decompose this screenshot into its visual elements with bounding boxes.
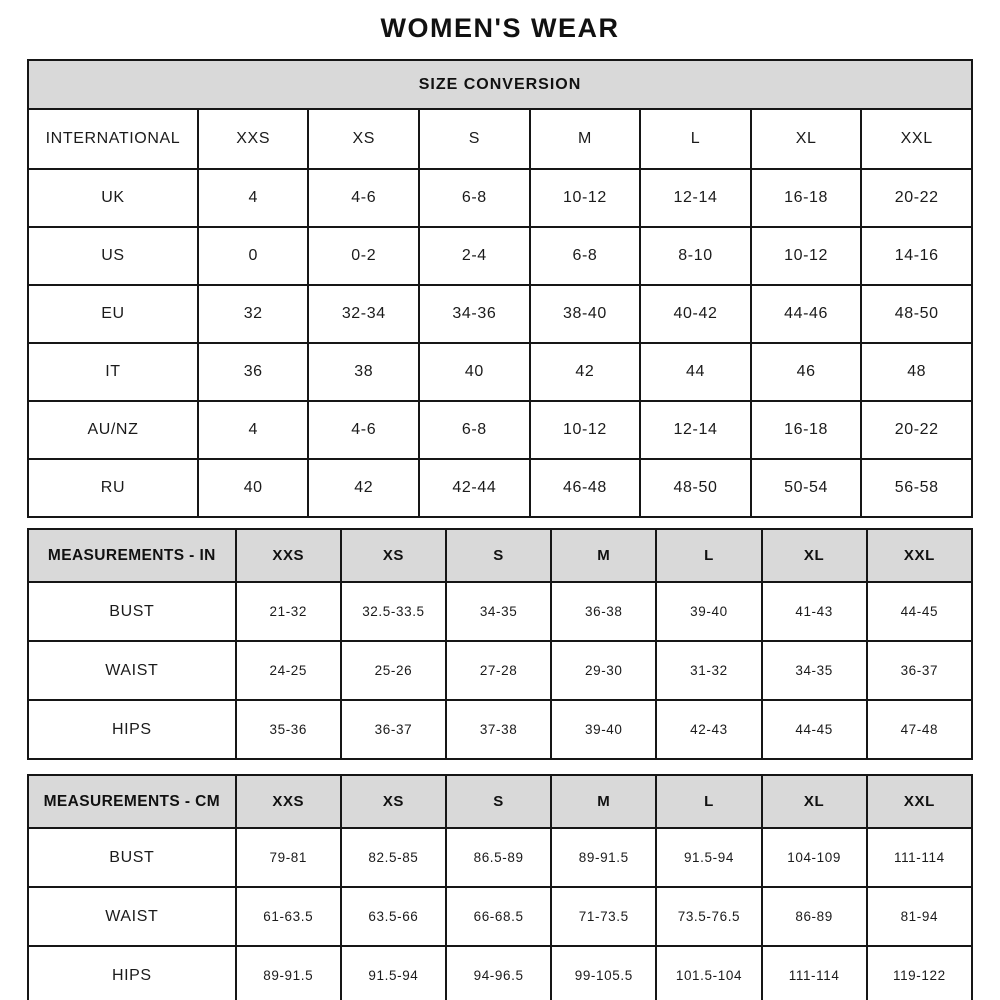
measurements-cm-table	[27, 774, 973, 1000]
table-cell: 29-30	[551, 641, 656, 700]
table-cell: 40-42	[640, 285, 751, 343]
table-cell: 14-16	[861, 227, 972, 285]
table-cell: 48-50	[640, 459, 751, 517]
row-label-eu: EU	[28, 285, 198, 343]
table-cell: 42-43	[656, 700, 761, 759]
table-cell: 35-36	[236, 700, 341, 759]
table-cell: 34-35	[446, 582, 551, 641]
table-cell: 42	[530, 343, 641, 401]
row-label-ru: RU	[28, 459, 198, 517]
table-cell: 6-8	[530, 227, 641, 285]
table-cell: 48-50	[861, 285, 972, 343]
table-cell: 104-109	[762, 828, 867, 887]
row-label-uk: UK	[28, 169, 198, 227]
table-cell: 2-4	[419, 227, 530, 285]
table-cell: 44	[640, 343, 751, 401]
column-header-xl: XL	[762, 529, 867, 582]
column-header-m: M	[530, 109, 641, 169]
table-cell: 44-45	[867, 582, 972, 641]
table-cell: 38-40	[530, 285, 641, 343]
column-header-xs: XS	[341, 775, 446, 828]
table-cell: 56-58	[861, 459, 972, 517]
table-cell: 66-68.5	[446, 887, 551, 946]
table-cell: 36-37	[867, 641, 972, 700]
table-cell: 89-91.5	[551, 828, 656, 887]
column-header-s: S	[446, 529, 551, 582]
column-header-row	[28, 109, 972, 169]
table-cell: 37-38	[446, 700, 551, 759]
table-cell: 48	[861, 343, 972, 401]
row-label-waist: WAIST	[28, 887, 236, 946]
table-row-hips-cm	[28, 946, 972, 1000]
column-header-l: L	[656, 775, 761, 828]
table-cell: 39-40	[551, 700, 656, 759]
table-cell: 36-37	[341, 700, 446, 759]
table-cell: 4	[198, 401, 309, 459]
table-header-row	[28, 60, 972, 109]
table-row-uk	[28, 169, 972, 227]
table-cell: 12-14	[640, 169, 751, 227]
row-label-bust: BUST	[28, 828, 236, 887]
table-cell: 16-18	[751, 401, 862, 459]
table-cell: 39-40	[656, 582, 761, 641]
table-cell: 16-18	[751, 169, 862, 227]
table-cell: 32-34	[308, 285, 419, 343]
table-row-us	[28, 227, 972, 285]
column-header-row	[28, 775, 972, 828]
table-cell: 73.5-76.5	[656, 887, 761, 946]
column-header-xxl: XXL	[861, 109, 972, 169]
column-header-s: S	[419, 109, 530, 169]
table-row-it	[28, 343, 972, 401]
column-header-xxl: XXL	[867, 775, 972, 828]
table-cell: 40	[419, 343, 530, 401]
column-header-m: M	[551, 775, 656, 828]
table-cell: 4-6	[308, 401, 419, 459]
table-cell: 8-10	[640, 227, 751, 285]
table-cell: 10-12	[530, 169, 641, 227]
table-cell: 71-73.5	[551, 887, 656, 946]
table-cell: 61-63.5	[236, 887, 341, 946]
table-cell: 27-28	[446, 641, 551, 700]
table-cell: 50-54	[751, 459, 862, 517]
table-cell: 4	[198, 169, 309, 227]
column-header-xl: XL	[751, 109, 862, 169]
table-cell: 24-25	[236, 641, 341, 700]
measurements-in-table	[27, 528, 973, 760]
table-cell: 79-81	[236, 828, 341, 887]
table-cell: 41-43	[762, 582, 867, 641]
table-cell: 91.5-94	[656, 828, 761, 887]
table-cell: 32	[198, 285, 309, 343]
table-cell: 46-48	[530, 459, 641, 517]
row-label-hips: HIPS	[28, 700, 236, 759]
table-cell: 47-48	[867, 700, 972, 759]
table-row-waist-cm	[28, 887, 972, 946]
column-header-m: M	[551, 529, 656, 582]
table-row-aunz	[28, 401, 972, 459]
row-label-aunz: AU/NZ	[28, 401, 198, 459]
table-row-ru	[28, 459, 972, 517]
table-cell: 86-89	[762, 887, 867, 946]
column-header-xxl: XXL	[867, 529, 972, 582]
table-cell: 91.5-94	[341, 946, 446, 1000]
table-cell: 34-35	[762, 641, 867, 700]
column-header-l: L	[640, 109, 751, 169]
table-cell: 34-36	[419, 285, 530, 343]
table-cell: 46	[751, 343, 862, 401]
table-cell: 32.5-33.5	[341, 582, 446, 641]
table-cell: 42	[308, 459, 419, 517]
table-cell: 10-12	[751, 227, 862, 285]
table-cell: 12-14	[640, 401, 751, 459]
table-cell: 38	[308, 343, 419, 401]
row-label-hips: HIPS	[28, 946, 236, 1000]
table-cell: 81-94	[867, 887, 972, 946]
measurements-in-header: MEASUREMENTS - IN	[28, 529, 236, 582]
table-cell: 42-44	[419, 459, 530, 517]
table-row-hips-in	[28, 700, 972, 759]
table-row-waist-in	[28, 641, 972, 700]
table-cell: 111-114	[867, 828, 972, 887]
table-cell: 4-6	[308, 169, 419, 227]
table-cell: 0-2	[308, 227, 419, 285]
table-cell: 20-22	[861, 401, 972, 459]
row-label-it: IT	[28, 343, 198, 401]
table-cell: 101.5-104	[656, 946, 761, 1000]
table-cell: 63.5-66	[341, 887, 446, 946]
row-label-bust: BUST	[28, 582, 236, 641]
column-header-row	[28, 529, 972, 582]
table-cell: 86.5-89	[446, 828, 551, 887]
column-header-xs: XS	[341, 529, 446, 582]
table-cell: 36	[198, 343, 309, 401]
table-cell: 36-38	[551, 582, 656, 641]
table-cell: 10-12	[530, 401, 641, 459]
table-cell: 89-91.5	[236, 946, 341, 1000]
size-conversion-header: SIZE CONVERSION	[28, 60, 972, 109]
table-cell: 40	[198, 459, 309, 517]
table-cell: 31-32	[656, 641, 761, 700]
column-header-l: L	[656, 529, 761, 582]
size-conversion-table	[27, 59, 973, 518]
table-cell: 82.5-85	[341, 828, 446, 887]
table-cell: 44-46	[751, 285, 862, 343]
table-cell: 119-122	[867, 946, 972, 1000]
column-header-xxs: XXS	[198, 109, 309, 169]
table-cell: 94-96.5	[446, 946, 551, 1000]
table-cell: 111-114	[762, 946, 867, 1000]
column-header-xxs: XXS	[236, 529, 341, 582]
table-cell: 44-45	[762, 700, 867, 759]
column-header-xs: XS	[308, 109, 419, 169]
table-row-bust-in	[28, 582, 972, 641]
column-header-international: INTERNATIONAL	[28, 109, 198, 169]
column-header-xl: XL	[762, 775, 867, 828]
page-title: WOMEN'S WEAR	[380, 13, 620, 43]
column-header-s: S	[446, 775, 551, 828]
table-cell: 6-8	[419, 401, 530, 459]
table-row-bust-cm	[28, 828, 972, 887]
table-cell: 25-26	[341, 641, 446, 700]
table-cell: 99-105.5	[551, 946, 656, 1000]
table-cell: 20-22	[861, 169, 972, 227]
row-label-us: US	[28, 227, 198, 285]
column-header-xxs: XXS	[236, 775, 341, 828]
table-cell: 0	[198, 227, 309, 285]
row-label-waist: WAIST	[28, 641, 236, 700]
measurements-cm-header: MEASUREMENTS - CM	[28, 775, 236, 828]
table-row-eu	[28, 285, 972, 343]
table-cell: 6-8	[419, 169, 530, 227]
table-cell: 21-32	[236, 582, 341, 641]
